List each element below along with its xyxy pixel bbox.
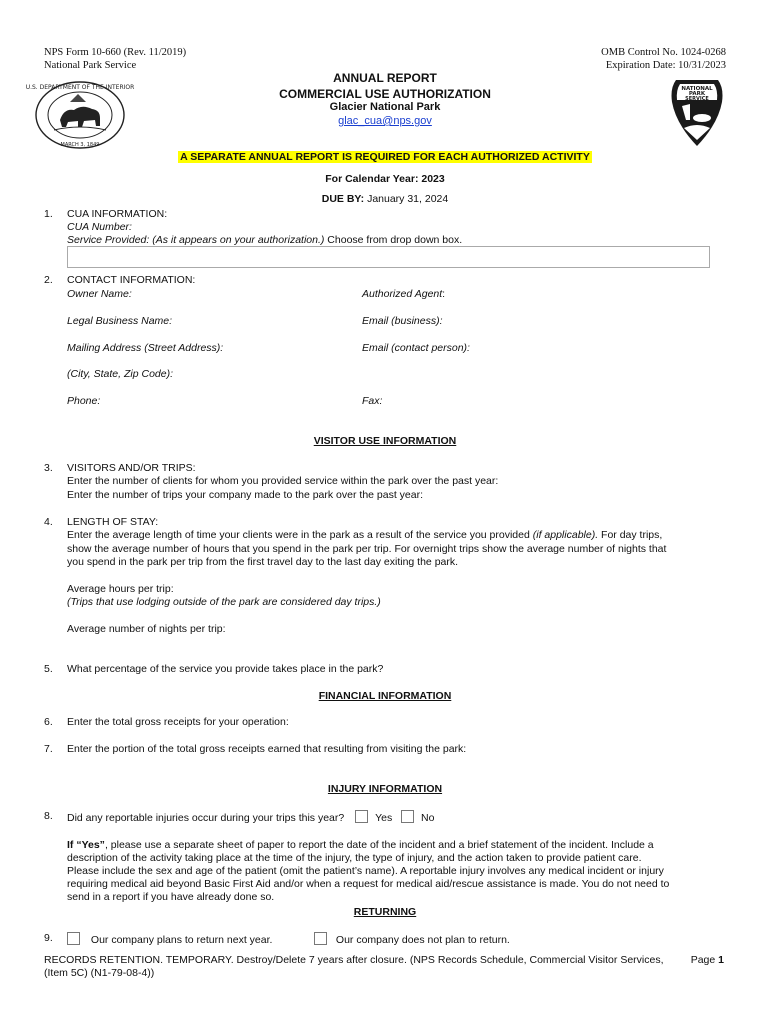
- injury-heading: INJURY INFORMATION: [327, 783, 443, 795]
- park-receipts-label: Enter the portion of the total gross receipts earned that resulting from visiting the park:: [67, 743, 467, 755]
- nps-text-national: NATIONAL: [681, 86, 713, 92]
- injury-no-label: No: [421, 812, 435, 824]
- expiration-date: Expiration Date: 10/31/2023: [605, 60, 726, 71]
- return-plans-checkbox[interactable]: [67, 932, 80, 945]
- service-provided-dropdown[interactable]: [67, 246, 710, 268]
- agency-name: National Park Service: [44, 60, 137, 71]
- injury-yes-label: Yes: [375, 812, 393, 824]
- length-of-stay-p1: [67, 529, 662, 543]
- return-not-plan-checkbox[interactable]: [314, 932, 327, 945]
- phone-label: Phone:: [67, 395, 101, 407]
- injury-no-checkbox[interactable]: [401, 810, 414, 823]
- title-cua: COMMERCIAL USE AUTHORIZATION: [279, 87, 491, 101]
- section-9-number: 9.: [44, 932, 53, 944]
- section-3-title: VISITORS AND/OR TRIPS:: [67, 462, 196, 474]
- nps-text-park: PARK: [688, 91, 706, 97]
- section-3-number: 3.: [44, 462, 53, 474]
- section-1-number: 1.: [44, 208, 53, 220]
- legal-business-name-label: Legal Business Name:: [67, 315, 173, 327]
- avg-hours-label: Average hours per trip:: [67, 583, 174, 595]
- return-option-not-plan: [314, 932, 510, 948]
- park-name: Glacier National Park: [329, 101, 441, 113]
- injury-instructions-p4: requiring medical aid beyond Basic First Aid and/or when a request for medical aid/rescue assistance is made. You do not need to: [67, 878, 670, 890]
- page-number: 1: [718, 954, 724, 966]
- return-option-plans: [67, 932, 272, 948]
- length-of-stay-p2: show the average number of hours that you spend in the park per trip. For overnight trips show the average number of nights that: [67, 543, 667, 555]
- email-business-label: Email (business):: [362, 315, 443, 327]
- city-state-zip-label: (City, State, Zip Code):: [67, 368, 174, 380]
- injury-question: [67, 810, 434, 826]
- injury-yes-checkbox[interactable]: [355, 810, 368, 823]
- title-annual-report: ANNUAL REPORT: [333, 71, 437, 85]
- section-4-number: 4.: [44, 516, 53, 528]
- notice-banner: A SEPARATE ANNUAL REPORT IS REQUIRED FOR EACH AUTHORIZED ACTIVITY: [180, 151, 590, 163]
- returning-heading: RETURNING: [353, 906, 417, 918]
- if-yes-label: If “Yes”: [67, 839, 105, 851]
- injury-instructions-p1: [67, 839, 654, 853]
- section-6-number: 6.: [44, 716, 53, 728]
- avg-hours-note: (Trips that use lodging outside of the park are considered day trips.): [67, 596, 381, 608]
- avg-nights-label: Average number of nights per trip:: [67, 623, 226, 635]
- injury-instructions-p2: description of the activity taking place at the time of the injury, the type of injury, and the action taken to provide patient care.: [67, 852, 642, 864]
- clients-count-label: Enter the number of clients for whom you provided service within the park over the past year:: [67, 475, 499, 487]
- section-1-title: CUA INFORMATION:: [67, 208, 168, 220]
- section-7-number: 7.: [44, 743, 53, 755]
- gross-receipts-label: Enter the total gross receipts for your operation:: [67, 716, 289, 728]
- cua-number-label: CUA Number:: [67, 221, 132, 233]
- return-plans-label: Our company plans to return next year.: [90, 934, 273, 946]
- authorized-agent-label: [362, 288, 445, 302]
- stay-p1-text: Enter the average length of time your clients were in the park as a result of the service you provided: [67, 529, 533, 541]
- park-email-link[interactable]: glac_cua@nps.gov: [338, 115, 432, 127]
- seal-top-text: U.S. DEPARTMENT OF THE INTERIOR: [25, 84, 135, 91]
- section-2-title: CONTACT INFORMATION:: [67, 274, 196, 286]
- email-contact-label: Email (contact person):: [362, 342, 470, 354]
- section-8-number: 8.: [44, 810, 53, 822]
- injury-p1-text: , please use a separate sheet of paper to report the date of the incident and a brief statement of the incident. Include a: [104, 839, 654, 851]
- calendar-year: For Calendar Year: 2023: [325, 173, 445, 185]
- due-by: [0, 193, 770, 205]
- page-label: Page: [690, 954, 719, 966]
- stay-p1-italic: (if applicable).: [532, 529, 599, 541]
- return-not-plan-label: Our company does not plan to return.: [335, 934, 510, 946]
- length-of-stay-p3: you spend in the park per trip from the first travel day to the last day exiting the park.: [67, 556, 459, 568]
- owner-name-label: Owner Name:: [67, 288, 132, 300]
- section-2-number: 2.: [44, 274, 53, 286]
- nps-text-service: SERVICE: [685, 96, 709, 102]
- records-retention-line2: (Item 5C) (N1-79-08-4)): [44, 967, 155, 979]
- omb-control: OMB Control No. 1024-0268: [601, 47, 726, 58]
- records-retention-line1: RECORDS RETENTION. TEMPORARY. Destroy/Delete 7 years after closure. (NPS Records Schedule, Commercial Visitor Services,: [44, 954, 664, 966]
- seal-bottom-text: MARCH 3, 1849: [60, 142, 100, 148]
- trips-count-label: Enter the number of trips your company made to the park over the past year:: [67, 489, 424, 501]
- page-indicator: [691, 954, 724, 968]
- due-date: January 31, 2024: [364, 193, 449, 205]
- form-number: NPS Form 10-660 (Rev. 11/2019): [44, 47, 187, 58]
- stay-p1-tail: For day trips,: [598, 529, 663, 541]
- injury-instructions-p3: Please include the sex and age of the patient (omit the patient’s name). A reportable injury involves any medical incident or injury: [67, 865, 664, 877]
- section-4-title: LENGTH OF STAY:: [67, 516, 159, 528]
- mailing-address-label: Mailing Address (Street Address):: [67, 342, 224, 354]
- service-provided-italic: Service Provided: (As it appears on your authorization.): [67, 234, 325, 246]
- injury-instructions-p5: send in a report if you have already done so.: [67, 891, 275, 903]
- visitor-use-heading: VISITOR USE INFORMATION: [313, 435, 457, 447]
- percentage-in-park-label: What percentage of the service you provide takes place in the park?: [67, 663, 384, 675]
- due-label: DUE BY:: [321, 193, 365, 205]
- section-5-number: 5.: [44, 663, 53, 675]
- service-provided-rest: Choose from drop down box.: [324, 234, 463, 246]
- authorized-agent-text: Authorized Agent: [362, 288, 443, 300]
- financial-heading: FINANCIAL INFORMATION: [318, 690, 452, 702]
- injury-question-text: Did any reportable injuries occur during your trips this year?: [67, 812, 345, 824]
- fax-label: Fax:: [362, 395, 383, 407]
- authorized-agent-colon: :: [442, 288, 446, 300]
